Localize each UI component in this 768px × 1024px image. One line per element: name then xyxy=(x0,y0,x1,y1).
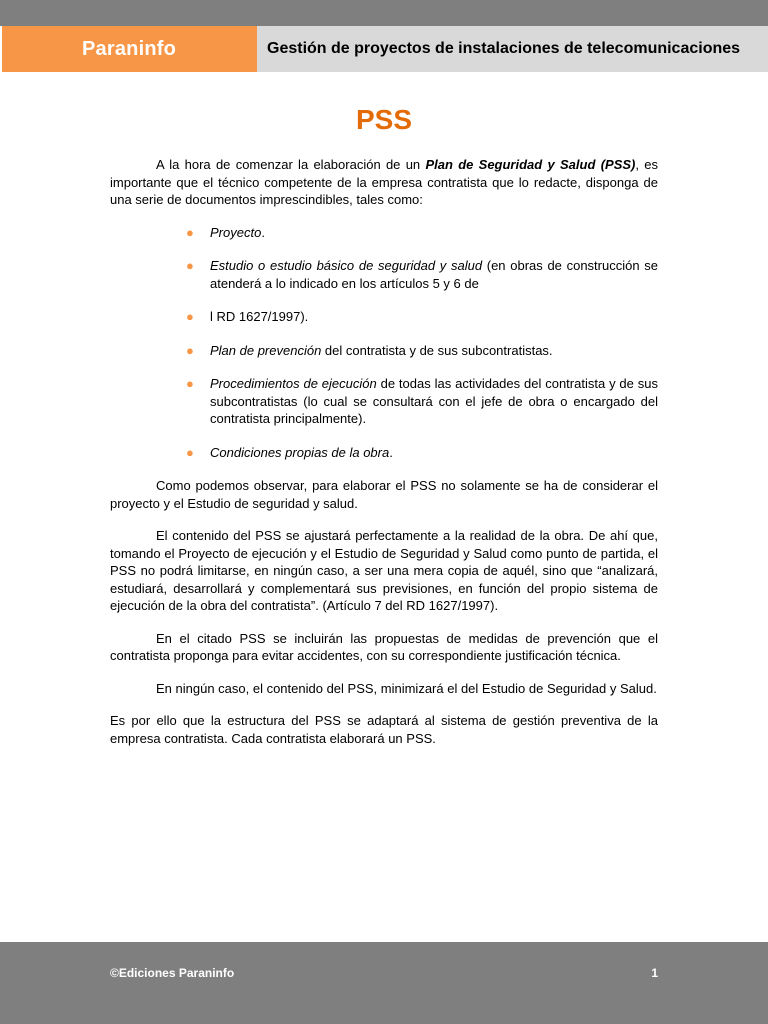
header-title-box xyxy=(257,26,768,72)
footer xyxy=(0,942,768,1024)
document-body xyxy=(110,156,658,762)
list-item-italic: Procedimientos de ejecución xyxy=(210,376,377,391)
list-item-text: de todas las actividades del contratista y de sus subcontratistas (lo cual se consultará con el jefe de obra o encargado del contratista principalmente). xyxy=(210,376,658,426)
list-item-text: l RD 1627/1997). xyxy=(210,309,309,324)
document-title: PSS xyxy=(355,104,413,135)
list-item-text: (en obras de construcción se atenderá a lo indicado en los artículos 5 y 6 de xyxy=(210,258,658,291)
intro-paragraph xyxy=(110,156,658,209)
intro-emphasis: Plan de Seguridad y Salud (PSS) xyxy=(425,157,636,172)
bullet-dot-icon: ● xyxy=(186,258,194,273)
list-item xyxy=(110,257,658,292)
list-item xyxy=(110,308,658,326)
intro-after: , es importante que el técnico competente de la empresa contratista que lo redacte, disponga de una serie de documentos imprescindibles, tales como: xyxy=(110,157,659,207)
list-item-text: del contratista y de sus subcontratistas. xyxy=(321,342,553,358)
list-item-text: . xyxy=(261,224,265,240)
page-number: 1 xyxy=(651,966,658,980)
bullet-dot-icon: ● xyxy=(186,444,194,460)
bullet-dot-icon: ● xyxy=(186,309,194,324)
list-item xyxy=(110,444,658,462)
list-item xyxy=(110,375,658,428)
footer-copyright: ©Ediciones Paraninfo xyxy=(110,966,235,980)
list-item-text: . xyxy=(389,444,393,460)
intro-before: A la hora de comenzar la elaboración de un xyxy=(156,157,426,172)
paragraph-structure: Es por ello que la estructura del PSS se adaptará al sistema de gestión preventiva de la empresa contratista. Cada contratista elaborará un PSS. xyxy=(110,713,658,746)
paragraph-measures: En el citado PSS se incluirán las propuestas de medidas de prevención que el contratista proponga para evitar accidentes, con su correspondiente justificación técnica. xyxy=(110,630,658,663)
list-item-italic: Estudio o estudio básico de seguridad y salud xyxy=(210,258,483,273)
bullet-dot-icon: ● xyxy=(186,376,194,391)
list-item xyxy=(110,224,658,242)
list-item xyxy=(110,342,658,360)
brand-box xyxy=(2,26,257,72)
paragraph-content: El contenido del PSS se ajustará perfectamente a la realidad de la obra. De ahí que, tomando el Proyecto de ejecución y el Estudio de Seguridad y Salud como punto de partida, el PSS no podrá limitarse, en ningún caso, a ser una mera copia de aquél, sino que “analizará, estudiará, desarrollará y complementará sus previsiones, en función del propio sistema de ejecución de la obra del contratista”. (Artículo 7 del RD 1627/1997). xyxy=(110,528,658,613)
document-list xyxy=(110,224,658,462)
top-band xyxy=(0,0,768,26)
list-item-italic: Proyecto xyxy=(210,224,262,240)
brand-name: Paraninfo xyxy=(82,37,177,60)
list-item-italic: Condiciones propias de la obra xyxy=(210,444,390,460)
header-title: Gestión de proyectos de instalaciones de telecomunicaciones xyxy=(267,40,741,57)
paragraph-minimize: En ningún caso, el contenido del PSS, minimizará el del Estudio de Seguridad y Salud. xyxy=(156,680,657,696)
bullet-dot-icon: ● xyxy=(186,224,194,240)
bullet-dot-icon: ● xyxy=(186,342,194,358)
paragraph-observe: Como podemos observar, para elaborar el PSS no solamente se ha de considerar el proyecto y el Estudio de seguridad y salud. xyxy=(110,478,658,511)
list-item-italic: Plan de prevención xyxy=(210,342,322,358)
